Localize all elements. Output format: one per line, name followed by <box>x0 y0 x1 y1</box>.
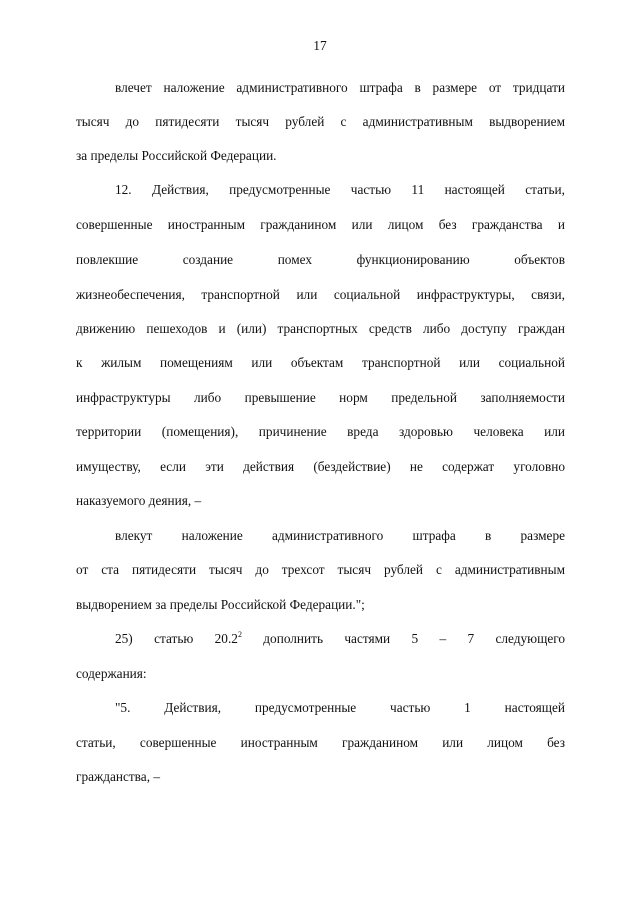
text-line: гражданства, – <box>76 769 160 784</box>
text-run: дополнить частями 5 – 7 следующего <box>241 631 565 646</box>
text-line: влечет наложение административного штрафа в размере от тридцати <box>115 80 565 95</box>
text-run: 25) статью 20.2 <box>115 631 238 646</box>
text-line: территории (помещения), причинение вреда здоровью человека или <box>76 424 565 439</box>
text-line: к жилым помещениям или объектам транспортной или социальной <box>76 355 565 370</box>
text-line: наказуемого деяния, – <box>76 493 202 508</box>
superscript: 2 <box>237 629 242 639</box>
text-line: влекут наложение административного штрафа в размере <box>115 528 565 543</box>
text-line: содержания: <box>76 666 147 681</box>
text-line: имуществу, если эти действия (бездействие) не содержат уголовно <box>76 459 565 474</box>
text-line: жизнеобеспечения, транспортной или социальной инфраструктуры, связи, <box>76 287 565 302</box>
text-line-with-superscript <box>115 630 565 648</box>
text-line: 12. Действия, предусмотренные частью 11 настоящей статьи, <box>115 182 565 197</box>
text-line: "5. Действия, предусмотренные частью 1 настоящей <box>115 700 565 715</box>
text-line: за пределы Российской Федерации. <box>76 148 277 163</box>
text-line: повлекшие создание помех функционированию объектов <box>76 252 565 267</box>
text-line: от ста пятидесяти тысяч до трехсот тысяч рублей с административным <box>76 562 565 577</box>
text-line: инфраструктуры либо превышение норм предельной заполняемости <box>76 390 565 405</box>
text-line: движению пешеходов и (или) транспортных средств либо доступу граждан <box>76 321 565 336</box>
text-line: тысяч до пятидесяти тысяч рублей с административным выдворением <box>76 114 565 129</box>
text-line: выдворением за пределы Российской Федерации."; <box>76 597 365 612</box>
page-number: 17 <box>313 38 327 53</box>
text-line: статьи, совершенные иностранным гражданином или лицом без <box>76 735 565 750</box>
text-line: совершенные иностранным гражданином или лицом без гражданства и <box>76 217 565 232</box>
